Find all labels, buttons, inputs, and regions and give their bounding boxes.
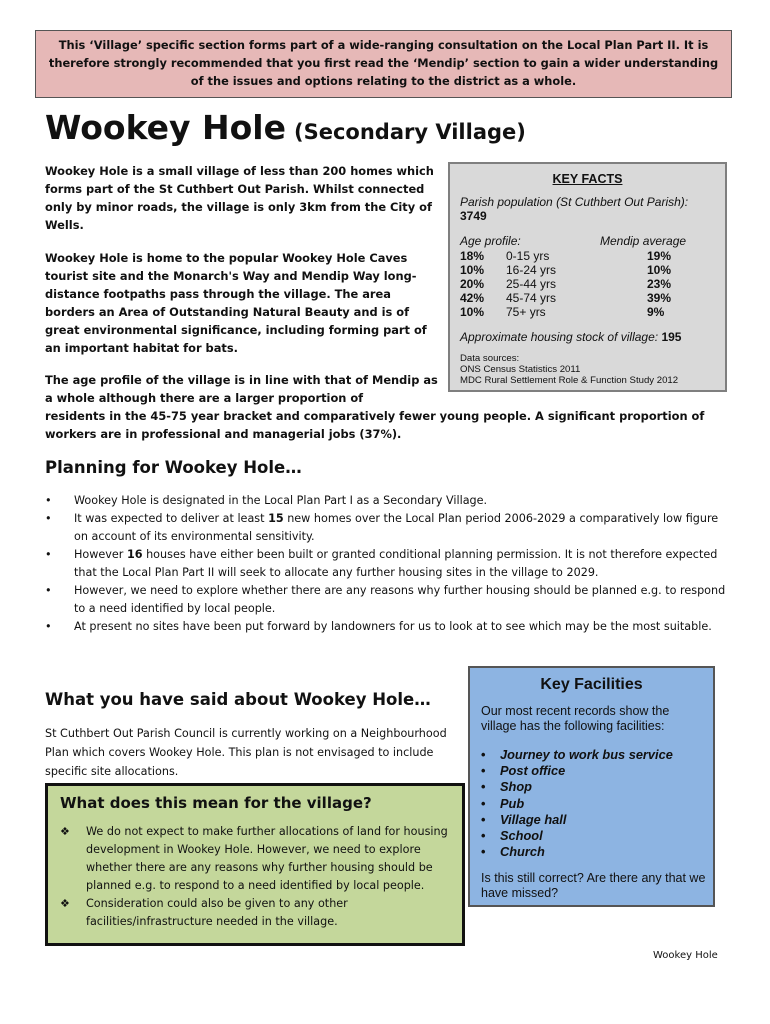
list-item: [481, 779, 673, 795]
said-heading: What you have said about Wookey Hole…: [45, 690, 431, 709]
age-percent: 42%: [460, 291, 485, 305]
list-item: [45, 492, 735, 510]
facility-bus-service: Journey to work bus service: [500, 747, 673, 762]
key-facts-box: [448, 162, 727, 392]
list-item: [60, 895, 455, 931]
list-item: [481, 828, 673, 844]
facility-school: School: [500, 828, 543, 844]
facility-shop: Shop: [500, 779, 532, 795]
meaning-point-2: Consideration could also be given to any other facilities/infrastructure needed in the village.: [86, 897, 348, 928]
list-item: [45, 546, 735, 582]
list-item: [45, 582, 735, 618]
age-range: 75+ yrs: [506, 305, 546, 319]
said-paragraph: St Cuthbert Out Parish Council is currently working on a Neighbourhood Plan which covers Wookey Hole. This plan is not envisaged to include specific site allocations.: [45, 727, 447, 778]
meaning-point-1: We do not expect to make further allocations of land for housing development in Wookey Hole. However, we need to explore whether there are any reasons why further housing should be planned e.g. to respond to a need identified by local people.: [86, 825, 448, 892]
key-facts-title: KEY FACTS: [552, 172, 623, 186]
intro-paragraph-3-part-b: residents in the 45-75 year bracket and comparatively fewer young people. A significant proportion of workers are in professional and managerial jobs (37%).: [45, 409, 705, 441]
age-row: [460, 249, 715, 263]
age-row: [460, 291, 715, 305]
planning-point-3-post: houses have either been built or granted conditional planning permission. It is not therefore expected that the Local Plan Part II will seek to allocate any further housing sites in the village to 2029.: [74, 548, 718, 579]
planning-point-2-post: new homes over the Local Plan period 2006-2029 a comparatively low figure on account of its environmental sensitivity.: [74, 512, 719, 543]
planning-permitted-houses: 16: [126, 548, 143, 561]
list-item: [481, 812, 673, 828]
mendip-average-value: 19%: [647, 249, 672, 263]
facilities-list: [481, 747, 673, 860]
planning-list: [45, 492, 735, 636]
mendip-average-value: 39%: [647, 291, 672, 305]
planning-heading: Planning for Wookey Hole…: [45, 458, 302, 477]
facility-post-office: Post office: [500, 763, 566, 779]
age-range: 25-44 yrs: [506, 277, 557, 291]
meaning-list: [60, 823, 455, 931]
age-range: 16-24 yrs: [506, 263, 557, 277]
mendip-average-value: 10%: [647, 263, 672, 277]
planning-point-5: At present no sites have been put forward by landowners for us to look at to see which may be the most suitable.: [74, 620, 712, 633]
consultation-notice: This ‘Village’ specific section forms part of a wide-ranging consultation on the Local Plan Part II. It is therefore strongly recommended that you first read the ‘Mendip’ section to gain a wider understanding of the issues and options relating to the district as a whole.: [35, 30, 732, 98]
mendip-average-value: 9%: [647, 305, 665, 319]
planning-point-1: Wookey Hole is designated in the Local Plan Part I as a Secondary Village.: [74, 494, 488, 507]
village-classification: (Secondary Village): [294, 120, 526, 144]
list-item: [45, 510, 735, 546]
intro-paragraph-3-part-a: The age profile of the village is in line with that of Mendip as a whole although there are a larger proportion of: [45, 373, 438, 405]
age-percent: 10%: [460, 263, 485, 277]
planning-expected-homes: 15: [268, 512, 284, 525]
housing-stock-label: Approximate housing stock of village:: [460, 330, 659, 344]
mendip-average-label: Mendip average: [600, 234, 687, 248]
age-percent: 20%: [460, 277, 485, 291]
facility-church: Church: [500, 844, 545, 860]
list-item: [481, 747, 673, 763]
meaning-title: What does this mean for the village?: [60, 794, 372, 812]
age-range: 45-74 yrs: [506, 291, 557, 305]
list-item: [45, 618, 735, 636]
age-row: [460, 263, 715, 277]
age-profile-label: Age profile:: [460, 234, 521, 248]
key-facilities-title: Key Facilities: [540, 676, 643, 693]
list-item: [481, 796, 673, 812]
intro-paragraph-2: Wookey Hole is home to the popular Wookey Hole Caves tourist site and the Monarch's Way and Mendip Way long-distance footpaths pass through the village. The area borders an Area of Outstanding Natural Beauty and is of great environmental significance, including forming part of an important habitat for bats.: [45, 251, 427, 355]
age-range: 0-15 yrs: [506, 249, 550, 263]
housing-stock-value: 195: [661, 330, 682, 344]
mendip-average-value: 23%: [647, 277, 672, 291]
key-facilities-box: [468, 666, 715, 907]
planning-point-2-pre: It was expected to deliver at least: [74, 512, 269, 525]
village-name: Wookey Hole: [45, 108, 286, 147]
age-row: [460, 305, 715, 319]
list-item: [481, 763, 673, 779]
age-percent: 10%: [460, 305, 485, 319]
facility-village-hall: Village hall: [500, 811, 567, 827]
data-sources: [460, 353, 678, 386]
list-item: [60, 823, 455, 895]
data-source-census: ONS Census Statistics 2011: [460, 364, 581, 375]
data-sources-label: Data sources:: [460, 353, 520, 364]
planning-point-4: However, we need to explore whether there are any reasons why further housing should be planned e.g. to respond to a need identified by local people.: [74, 584, 726, 615]
age-row: [460, 277, 715, 291]
age-percent: 18%: [460, 249, 485, 263]
planning-point-3-pre: However: [74, 548, 127, 561]
list-item: [481, 844, 673, 860]
meaning-box: [45, 783, 465, 946]
housing-stock: [460, 330, 681, 344]
data-source-study: MDC Rural Settlement Role & Function Study 2012: [460, 375, 679, 386]
population-value: 3749: [460, 209, 487, 223]
facility-pub: Pub: [500, 795, 525, 811]
page-title: [45, 108, 526, 147]
facilities-question: Is this still correct? Are there any that we have missed?: [481, 871, 706, 900]
intro-paragraph-1: Wookey Hole is a small village of less than 200 homes which forms part of the St Cuthbert Out Parish. Whilst connected only by minor roads, the village is only 3km from the City of Wells.: [45, 164, 434, 232]
page-footer: Wookey Hole: [653, 950, 718, 961]
key-facilities-intro: Our most recent records show the village has the following facilities:: [481, 704, 670, 733]
population-label: Parish population (St Cuthbert Out Parish):: [460, 195, 689, 209]
